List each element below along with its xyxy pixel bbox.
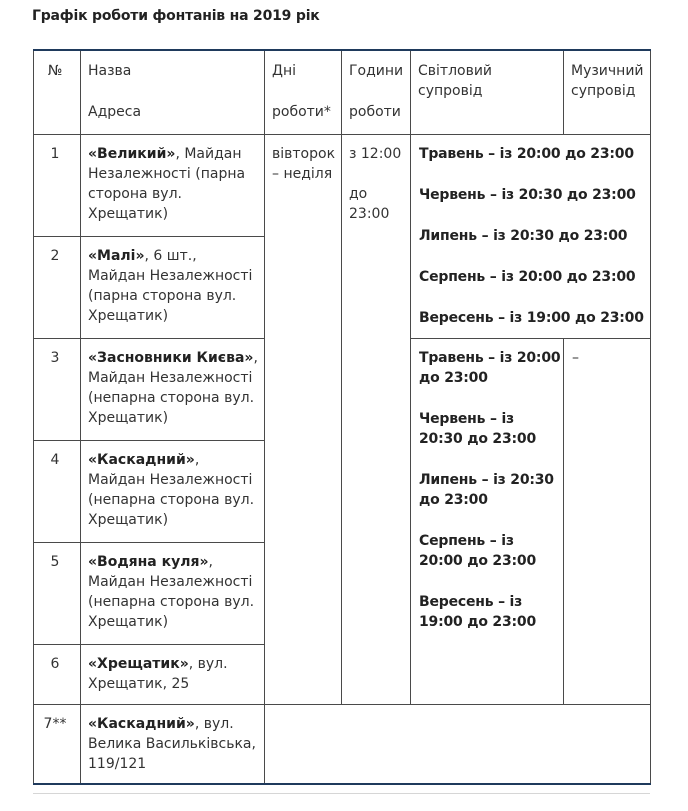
header-lights: Світловий супровід bbox=[411, 50, 564, 135]
hours-line2: до 23:00 bbox=[349, 186, 390, 222]
row-num: 7** bbox=[34, 705, 81, 785]
row-num: 2 bbox=[34, 237, 81, 339]
header-days-line2: роботи* bbox=[272, 104, 331, 120]
days-cell: вівторок – неділя bbox=[265, 135, 342, 705]
lights-month: Травень – із 20:00 до 23:00 bbox=[419, 350, 561, 386]
row-num: 4 bbox=[34, 441, 81, 543]
bottom-divider bbox=[33, 793, 650, 794]
row-name-cell bbox=[81, 543, 265, 645]
fountain-schedule-table bbox=[33, 49, 651, 785]
fountain-name: «Великий» bbox=[88, 146, 176, 162]
lights-month: Липень – із 20:30 до 23:00 bbox=[419, 228, 628, 244]
table-row bbox=[34, 135, 651, 237]
header-music: Музичний супровід bbox=[564, 50, 651, 135]
row-num: 6 bbox=[34, 645, 81, 705]
fountain-address: , вул. Хрещатик, 25 bbox=[88, 656, 228, 692]
lights-month: Травень – із 20:00 до 23:00 bbox=[419, 146, 634, 162]
row-num: 1 bbox=[34, 135, 81, 237]
lights-group-2 bbox=[411, 339, 564, 705]
lights-month: Червень – із 20:30 до 23:00 bbox=[419, 411, 536, 447]
lights-group-1 bbox=[411, 135, 651, 339]
row-name-cell bbox=[81, 135, 265, 237]
fountain-name: «Засновники Києва» bbox=[88, 350, 254, 366]
row-name-cell bbox=[81, 705, 265, 785]
fountain-address: , 6 шт., Майдан Незалежності (парна сторона вул. Хрещатик) bbox=[88, 248, 253, 324]
fountain-name: «Каскадний» bbox=[88, 452, 195, 468]
header-address-label: Адреса bbox=[88, 104, 142, 120]
lights-month: Серпень – із 20:00 до 23:00 bbox=[419, 269, 636, 285]
hours-cell bbox=[342, 135, 411, 705]
row-num: 5 bbox=[34, 543, 81, 645]
row-num: 3 bbox=[34, 339, 81, 441]
fountain-address: , Майдан Незалежності (непарна сторона вул. Хрещатик) bbox=[88, 452, 255, 528]
header-days bbox=[265, 50, 342, 135]
lights-month: Червень – із 20:30 до 23:00 bbox=[419, 187, 636, 203]
lights-month: Вересень – із 19:00 до 23:00 bbox=[419, 310, 644, 326]
header-name bbox=[81, 50, 265, 135]
row-name-cell bbox=[81, 645, 265, 705]
row-name-cell bbox=[81, 237, 265, 339]
fountain-address: , Майдан Незалежності (парна сторона вул. Хрещатик) bbox=[88, 146, 246, 222]
header-num: № bbox=[34, 50, 81, 135]
table-row bbox=[34, 705, 651, 785]
header-row bbox=[34, 50, 651, 135]
fountain-name: «Хрещатик» bbox=[88, 656, 189, 672]
header-hours-line2: роботи bbox=[349, 104, 401, 120]
fountain-address: , вул. Велика Васильківська, 119/121 bbox=[88, 716, 256, 772]
lights-month: Вересень – із 19:00 до 23:00 bbox=[419, 594, 536, 630]
lights-month: Серпень – із 20:00 до 23:00 bbox=[419, 533, 536, 569]
header-days-line1: Дні bbox=[272, 63, 296, 79]
page-title: Графік роботи фонтанів на 2019 рік bbox=[32, 8, 320, 24]
header-hours bbox=[342, 50, 411, 135]
fountain-address: , Майдан Незалежності (непарна сторона вул. Хрещатик) bbox=[88, 554, 255, 630]
header-name-label: Назва bbox=[88, 63, 132, 79]
hours-line1: з 12:00 bbox=[349, 146, 402, 162]
lights-month: Липень – із 20:30 до 23:00 bbox=[419, 472, 554, 508]
row-name-cell bbox=[81, 441, 265, 543]
fountain-name: «Малі» bbox=[88, 248, 145, 264]
header-hours-line1: Години bbox=[349, 63, 404, 79]
fountain-name: «Каскадний» bbox=[88, 716, 195, 732]
fountain-name: «Водяна куля» bbox=[88, 554, 209, 570]
fountain-address: , Майдан Незалежності (непарна сторона вул. Хрещатик) bbox=[88, 350, 258, 426]
row-name-cell bbox=[81, 339, 265, 441]
empty-merged-cell bbox=[265, 705, 651, 785]
music-cell: – bbox=[564, 339, 651, 705]
